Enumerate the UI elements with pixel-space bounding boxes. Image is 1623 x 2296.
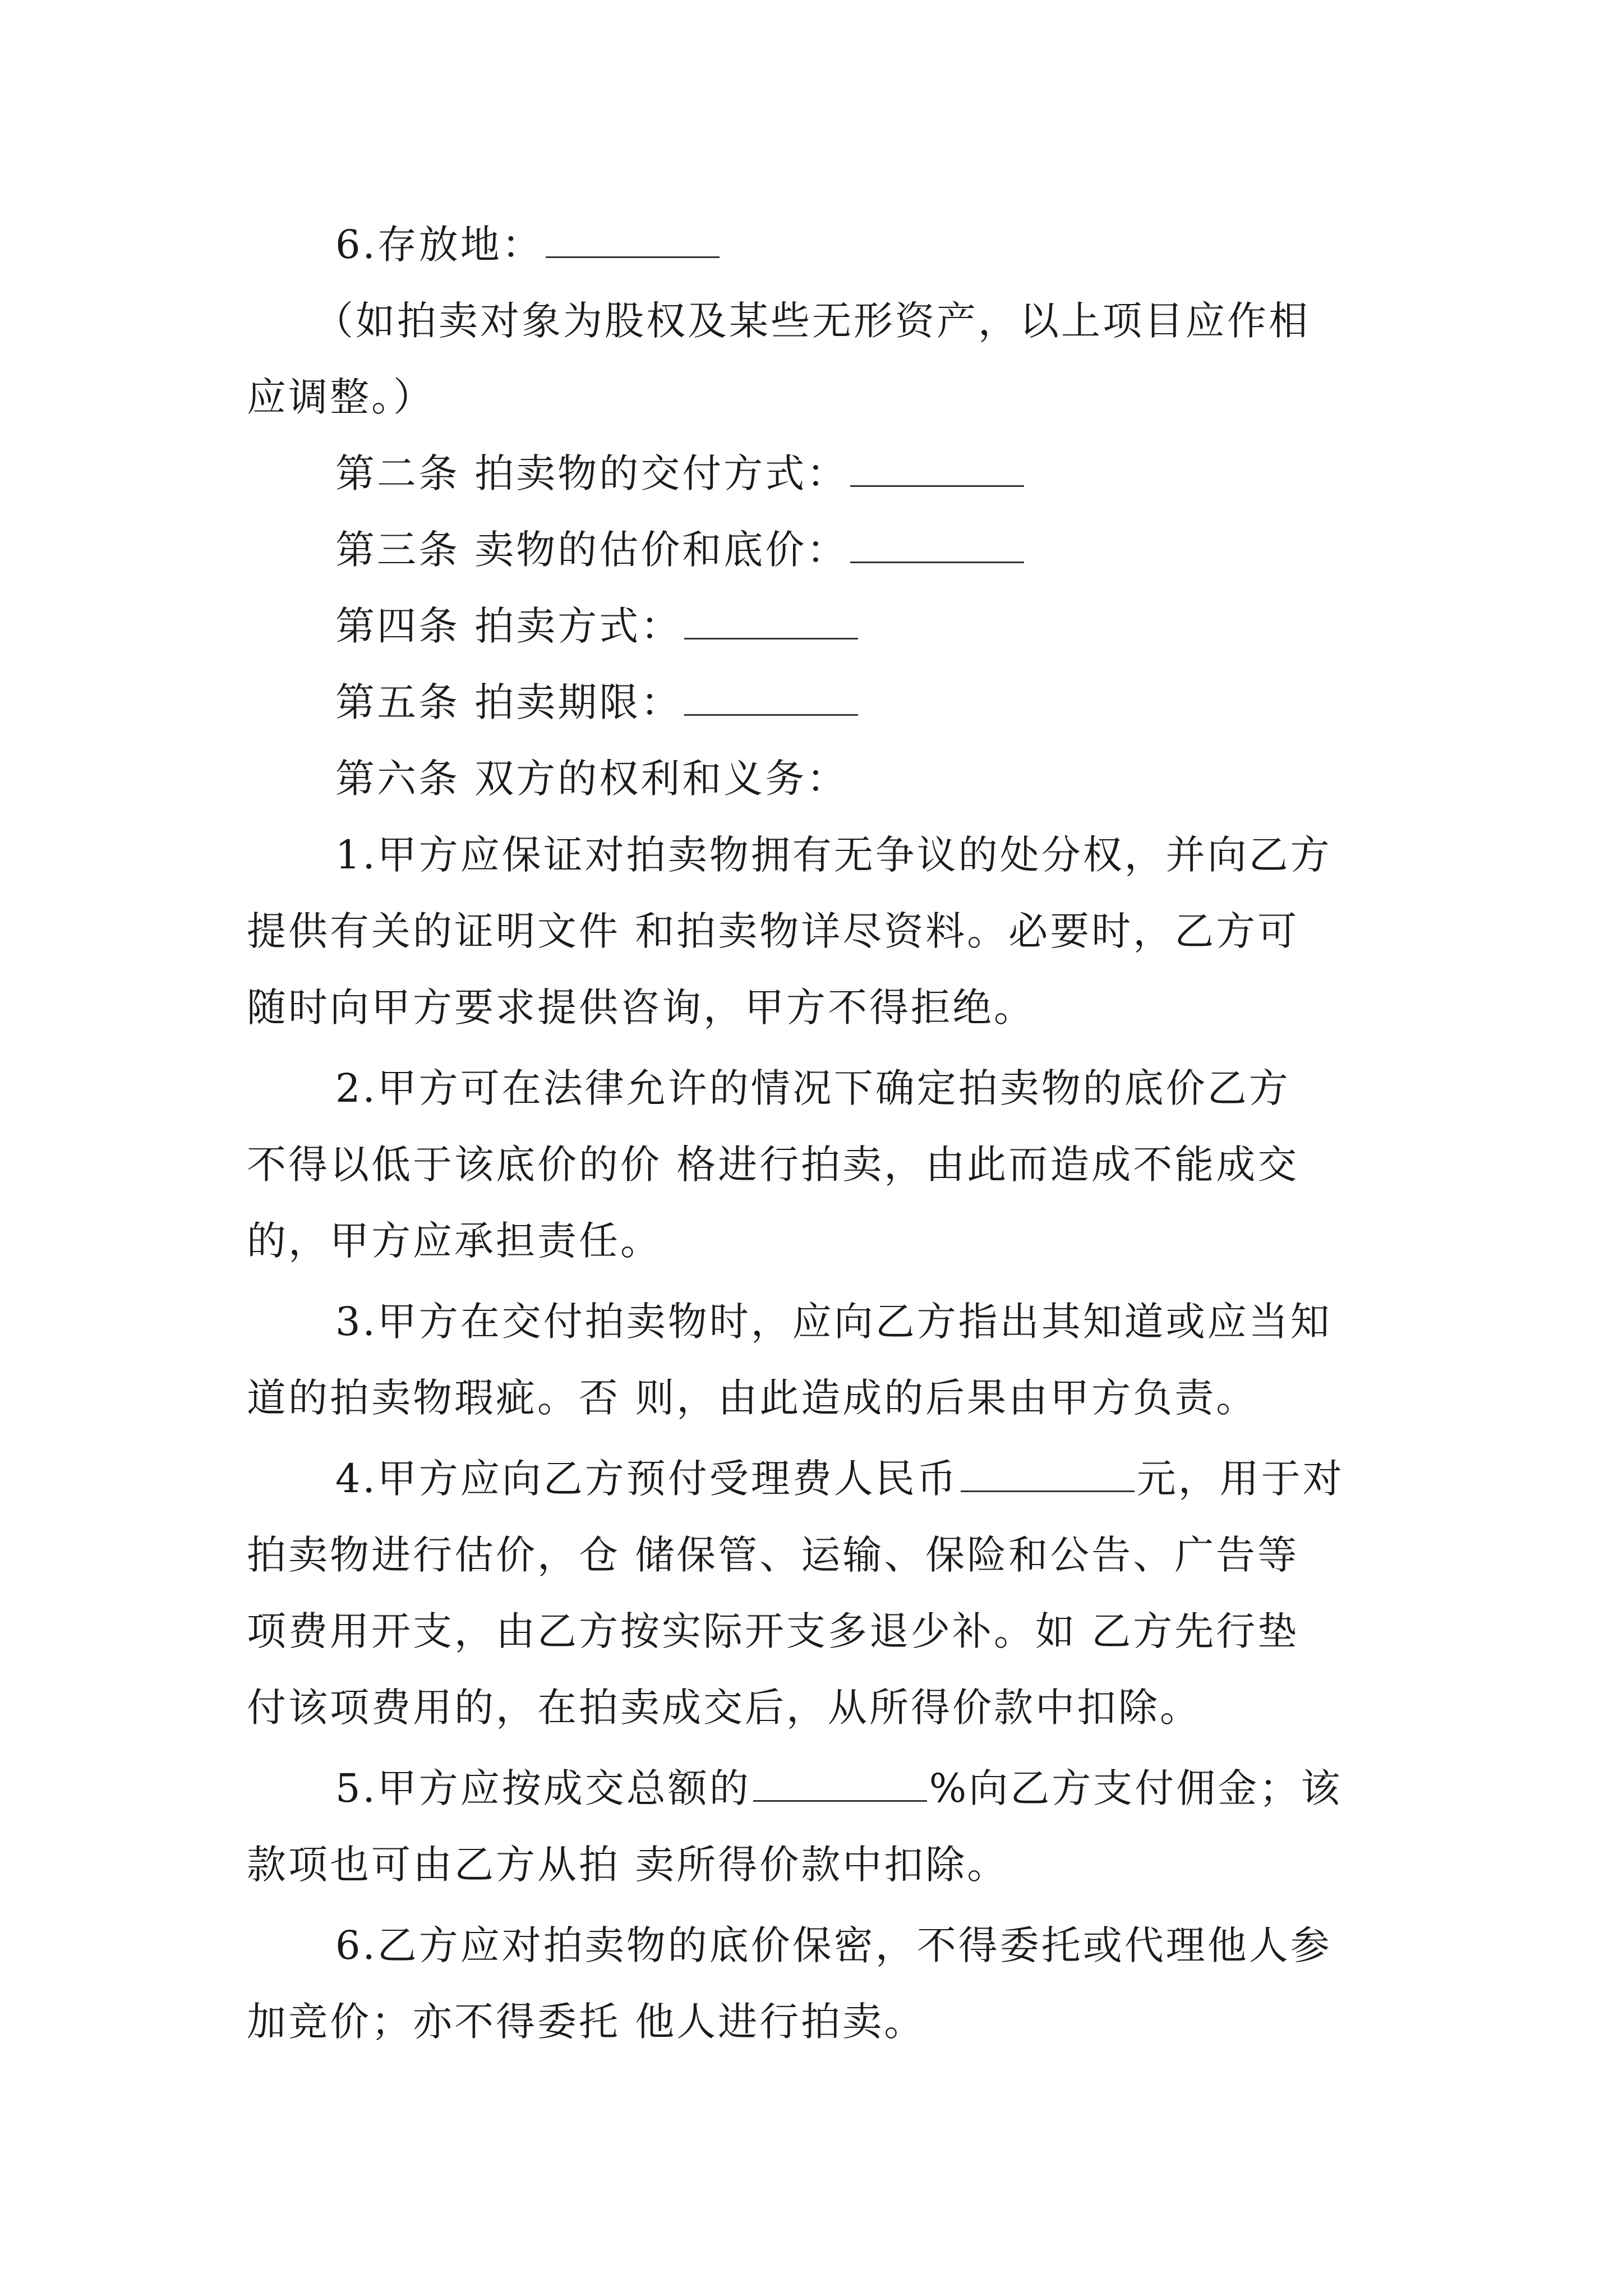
article-6-heading xyxy=(335,751,848,807)
fill-in-blank xyxy=(684,605,858,639)
note-line-2 xyxy=(247,369,435,425)
clause-4-line-3 xyxy=(247,1603,1299,1659)
text-segment: 6.存放地： xyxy=(335,222,543,268)
text-segment: 加竞价；亦不得委托 他人进行拍卖。 xyxy=(247,1999,926,2045)
text-segment: 3.甲方在交付拍卖物时，应向乙方指出其知道或应当知 xyxy=(335,1299,1332,1345)
text-segment: %向乙方支付佣金；该 xyxy=(929,1765,1343,1811)
article-2-line xyxy=(335,445,1026,501)
clause-1-line-1 xyxy=(335,827,1332,883)
fill-in-blank xyxy=(684,682,858,716)
text-segment: 5.甲方应按成交总额的 xyxy=(335,1765,751,1811)
text-segment: 的，甲方应承担责任。 xyxy=(247,1218,662,1264)
article-4-line xyxy=(335,598,860,654)
text-segment: 不得以低于该底价的价 格进行拍卖，由此而造成不能成交 xyxy=(247,1142,1299,1188)
text-segment: 提供有关的证明文件 和拍卖物详尽资料。必要时，乙方可 xyxy=(247,908,1299,954)
note-line-1 xyxy=(314,293,1310,349)
text-segment: 2.甲方可在法律允许的情况下确定拍卖物的底价乙方 xyxy=(335,1065,1290,1111)
article-3-line xyxy=(335,522,1026,578)
clause-2-line-1 xyxy=(335,1060,1290,1116)
text-segment: 第四条 拍卖方式： xyxy=(335,603,683,649)
clause-4-line-1 xyxy=(335,1451,1344,1507)
fill-in-blank xyxy=(546,224,720,258)
text-segment: 第二条 拍卖物的交付方式： xyxy=(335,450,849,496)
text-segment: 6.乙方应对拍卖物的底价保密，不得委托或代理他人参 xyxy=(335,1922,1332,1968)
text-segment: 随时向甲方要求提供咨询，甲方不得拒绝。 xyxy=(247,984,1035,1030)
clause-2-line-3 xyxy=(247,1213,662,1269)
fill-in-blank xyxy=(850,453,1024,487)
text-segment: 款项也可由乙方从拍 卖所得价款中扣除。 xyxy=(247,1842,1009,1888)
text-segment: 元，用于对 xyxy=(1136,1456,1344,1502)
fill-in-blank xyxy=(961,1458,1135,1492)
clause-5-line-2 xyxy=(247,1837,1008,1893)
text-segment: 道的拍卖物瑕疵。否 则，由此造成的后果由甲方负责。 xyxy=(247,1375,1258,1421)
clause-6-line-2 xyxy=(247,1994,925,2050)
storage-location-line xyxy=(335,217,722,273)
clause-2-line-2 xyxy=(247,1137,1299,1193)
text-segment: 4.甲方应向乙方预付受理费人民币 xyxy=(335,1456,958,1502)
clause-3-line-1 xyxy=(335,1294,1332,1350)
text-segment: 应调整。） xyxy=(247,374,435,420)
text-segment: 第五条 拍卖期限： xyxy=(335,679,683,725)
text-segment: 第三条 卖物的估价和底价： xyxy=(335,527,849,573)
text-segment: 付该项费用的，在拍卖成交后，从所得价款中扣除。 xyxy=(247,1685,1201,1731)
clause-1-line-3 xyxy=(247,979,1035,1036)
article-5-line xyxy=(335,674,860,730)
clause-4-line-2 xyxy=(247,1527,1299,1583)
clause-4-line-4 xyxy=(247,1680,1201,1736)
fill-in-blank xyxy=(850,529,1024,563)
clause-5-line-1 xyxy=(335,1760,1342,1816)
text-segment: 第六条 双方的权利和义务： xyxy=(335,756,849,802)
fill-in-blank xyxy=(753,1768,927,1802)
text-segment: 1.甲方应保证对拍卖物拥有无争议的处分权，并向乙方 xyxy=(335,832,1332,878)
text-segment: （如拍卖对象为股权及某些无形资产，以上项目应作相 xyxy=(314,298,1310,344)
text-segment: 项费用开支，由乙方按实际开支多退少补。如 乙方先行垫 xyxy=(247,1608,1299,1654)
clause-6-line-1 xyxy=(335,1917,1332,1973)
text-segment: 拍卖物进行估价，仓 储保管、运输、保险和公告、广告等 xyxy=(247,1532,1299,1578)
clause-1-line-2 xyxy=(247,903,1299,959)
clause-3-line-2 xyxy=(247,1370,1257,1426)
